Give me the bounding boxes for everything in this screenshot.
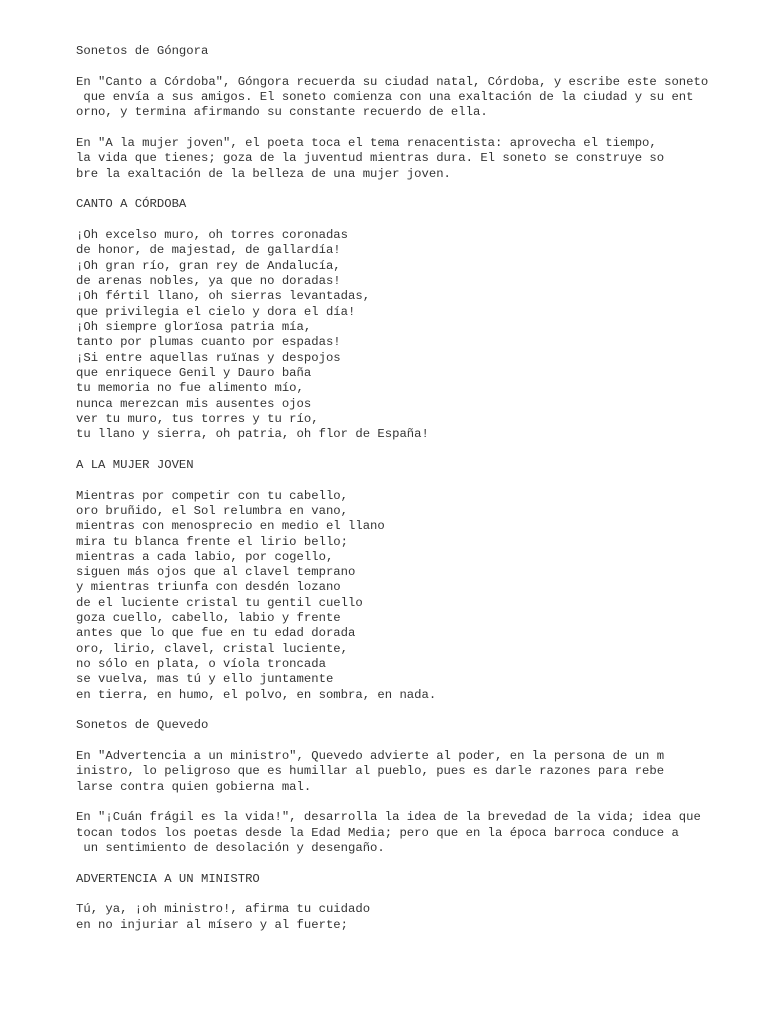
text-line: tu memoria no fue alimento mío, [76,381,304,396]
text-line: En "Canto a Córdoba", Góngora recuerda su ciudad natal, Córdoba, y escribe este soneto [76,74,709,89]
text-line: oro, lirio, clavel, cristal luciente, [76,641,348,656]
text-line: que privilegia el cielo y dora el día! [76,304,356,319]
text-line: ¡Oh fértil llano, oh sierras levantadas, [76,289,371,304]
text-line: En "¡Cuán frágil es la vida!", desarrolla la idea de la brevedad de la vida; idea que [76,810,701,825]
blank-line [76,443,756,458]
text-line: ¡Oh siempre glorïosa patria mía, [76,319,312,334]
text-line: en no injuriar al mísero y al fuerte; [76,917,348,932]
blank-line [76,182,756,197]
text-line: y mientras triunfa con desdén lozano [76,580,341,595]
text-line: se vuelva, mas tú y ello juntamente [76,672,334,687]
text-line: larse contra quien gobierna mal. [76,779,312,794]
text-line: un sentimiento de desolación y desengaño. [76,841,385,856]
text-line: Sonetos de Quevedo [76,718,209,733]
text-line: que enriquece Genil y Dauro baña [76,365,312,380]
blank-line [76,734,756,749]
blank-line [76,473,756,488]
text-line: tanto por plumas cuanto por espadas! [76,335,341,350]
blank-line [76,703,756,718]
text-line: en tierra, en humo, el polvo, en sombra, en nada. [76,687,437,702]
text-line: antes que lo que fue en tu edad dorada [76,626,356,641]
text-line: ¡Si entre aquellas ruïnas y despojos [76,350,341,365]
text-line: Tú, ya, ¡oh ministro!, afirma tu cuidado [76,902,371,917]
text-line: inistro, lo peligroso que es humillar al pueblo, pues es darle razones para rebe [76,764,665,779]
text-line: orno, y termina afirmando su constante recuerdo de ella. [76,105,488,120]
text-line: Sonetos de Góngora [76,44,209,58]
text-line: tu llano y sierra, oh patria, oh flor de España! [76,427,429,442]
text-line: En "A la mujer joven", el poeta toca el tema renacentista: aprovecha el tiempo, [76,135,657,150]
text-line: goza cuello, cabello, labio y frente [76,611,341,626]
text-line: no sólo en plata, o víola troncada [76,657,326,672]
text-line: En "Advertencia a un ministro", Quevedo advierte al poder, en la persona de un m [76,749,665,764]
text-line: de arenas nobles, ya que no doradas! [76,273,341,288]
text-line: nunca merezcan mis ausentes ojos [76,396,312,411]
text-line: ADVERTENCIA A UN MINISTRO [76,871,260,886]
text-line: que envía a sus amigos. El soneto comienza con una exaltación de la ciudad y su ent [76,89,694,104]
text-line: siguen más ojos que al clavel temprano [76,565,356,580]
text-line: de el luciente cristal tu gentil cuello [76,595,363,610]
blank-line [76,213,756,228]
text-line: tocan todos los poetas desde la Edad Media; pero que en la época barroca conduce a [76,825,679,840]
text-line: mira tu blanca frente el lirio bello; [76,534,348,549]
text-line: mientras a cada labio, por cogello, [76,549,334,564]
text-line: A LA MUJER JOVEN [76,457,194,472]
text-line: mientras con menosprecio en medio el llano [76,519,385,534]
document-text [76,44,756,933]
text-line: oro bruñido, el Sol relumbra en vano, [76,503,348,518]
text-line: ver tu muro, tus torres y tu río, [76,411,319,426]
text-line: CANTO A CÓRDOBA [76,197,187,212]
text-line: la vida que tienes; goza de la juventud mientras dura. El soneto se construye so [76,151,665,166]
text-line: de honor, de majestad, de gallardía! [76,243,341,258]
blank-line [76,887,756,902]
blank-line [76,121,756,136]
text-line: ¡Oh excelso muro, oh torres coronadas [76,227,348,242]
blank-line [76,59,756,74]
text-line: ¡Oh gran río, gran rey de Andalucía, [76,258,341,273]
text-line: Mientras por competir con tu cabello, [76,488,348,503]
blank-line [76,856,756,871]
text-line: bre la exaltación de la belleza de una mujer joven. [76,166,451,181]
blank-line [76,795,756,810]
